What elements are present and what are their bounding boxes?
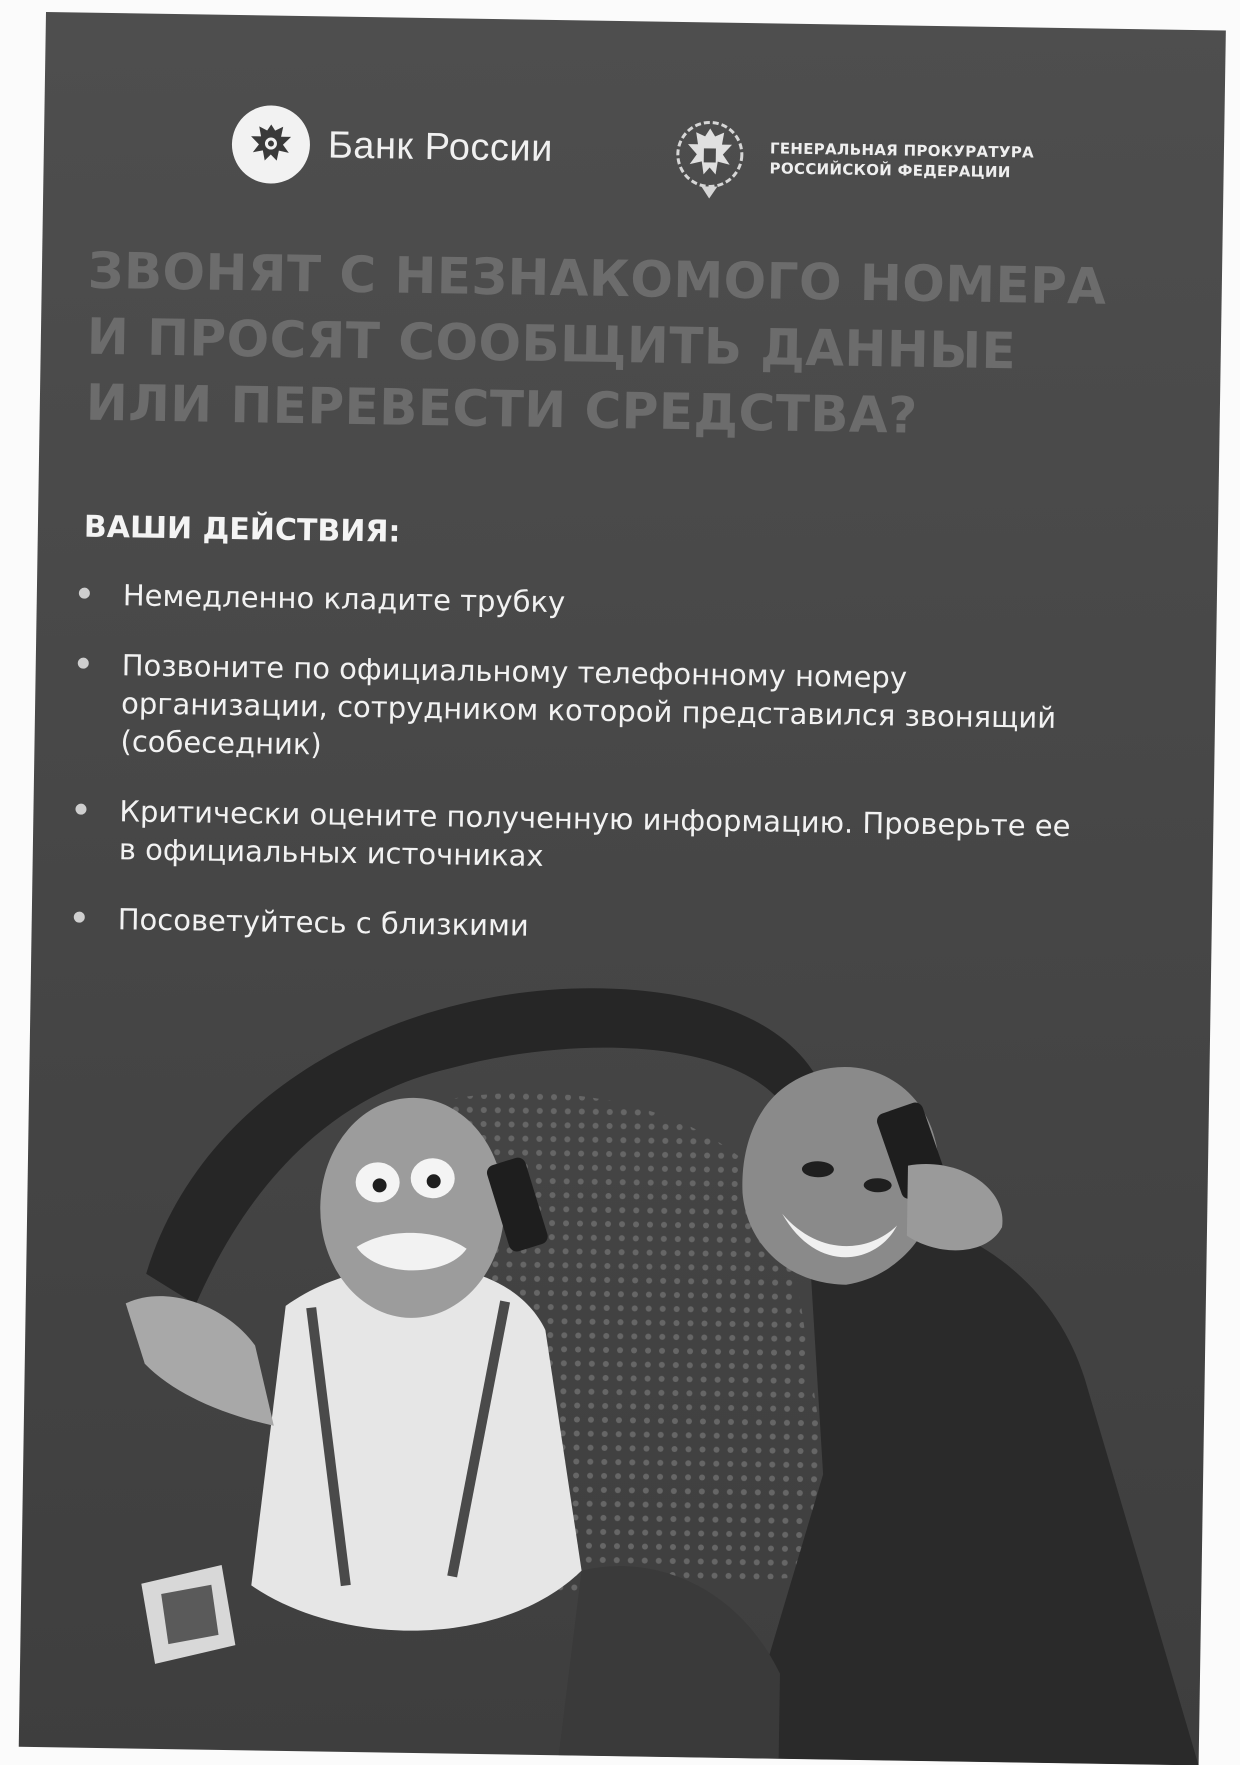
headline-line-3: ИЛИ ПЕРЕВЕСТИ СРЕДСТВА? bbox=[85, 373, 919, 445]
prosecutor-emblem-icon bbox=[671, 112, 748, 203]
prosecutor-name-line-1: ГЕНЕРАЛЬНАЯ ПРОКУРАТУРА bbox=[769, 139, 1035, 162]
action-text: Посоветуйтесь с близкими bbox=[117, 902, 529, 943]
headline bbox=[85, 238, 1198, 453]
action-text: Критически оцените полученную информацию. Проверьте ее в официальных источниках bbox=[118, 794, 1071, 873]
action-item bbox=[74, 646, 1096, 776]
action-item bbox=[73, 792, 1094, 884]
bullet-icon bbox=[78, 658, 89, 669]
bullet-icon bbox=[74, 912, 85, 923]
poster bbox=[19, 12, 1226, 1765]
actions-title: ВАШИ ДЕЙСТВИЯ: bbox=[83, 509, 401, 550]
headline-line-1: ЗВОНЯТ С НЕЗНАКОМОГО НОМЕРА bbox=[87, 241, 1107, 316]
action-item bbox=[77, 576, 1097, 630]
bank-of-russia-logo bbox=[231, 105, 553, 188]
action-text: Немедленно кладите трубку bbox=[122, 578, 566, 620]
action-text: Позвоните по официальному телефонному номеру организации, сотрудником которой представился звонящий (собеседник) bbox=[120, 648, 1057, 762]
prosecutor-general-logo bbox=[671, 112, 1034, 208]
bullet-icon bbox=[79, 588, 90, 599]
bullet-icon bbox=[75, 804, 86, 815]
bank-name: Банк России bbox=[327, 123, 554, 170]
scammer-calling-elderly-man-illustration bbox=[19, 942, 1211, 1765]
double-headed-eagle-icon bbox=[231, 105, 310, 184]
actions-list bbox=[71, 576, 1097, 986]
headline-line-2: И ПРОСЯТ СООБЩИТЬ ДАННЫЕ bbox=[86, 307, 1017, 381]
prosecutor-name bbox=[769, 138, 1034, 182]
prosecutor-name-line-2: РОССИЙСКОЙ ФЕДЕРАЦИИ bbox=[769, 159, 1011, 182]
